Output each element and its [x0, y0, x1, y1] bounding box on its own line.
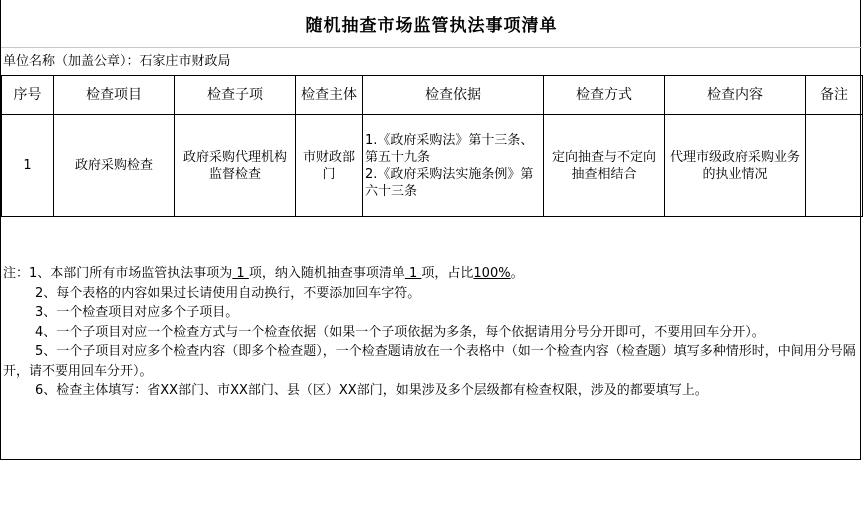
- header-content: 检查内容: [665, 76, 806, 115]
- header-item: 检查项目: [54, 76, 175, 115]
- header-no: 序号: [2, 76, 54, 115]
- header-subitem: 检查子项: [175, 76, 296, 115]
- note-1-count-random: 1: [404, 266, 422, 281]
- header-basis: 检查依据: [363, 76, 544, 115]
- basis-line-2: 2.《政府采购法实施条例》第六十三条: [365, 166, 534, 199]
- cell-content: 代理市级政府采购业务的执业情况: [665, 115, 806, 217]
- basis-line-1: 1.《政府采购法》第十三条、第五十九条: [365, 132, 534, 165]
- header-subject: 检查主体: [296, 76, 363, 115]
- cell-remark: [806, 115, 863, 217]
- header-remark: 备注: [806, 76, 863, 115]
- note-line-1: [3, 264, 859, 284]
- cell-subitem: 政府采购代理机构监督检查: [175, 115, 296, 217]
- cell-method: 定向抽查与不定向抽查相结合: [544, 115, 665, 217]
- note-1-text-d: 。: [510, 266, 524, 281]
- inspection-table: [1, 75, 863, 217]
- header-method: 检查方式: [544, 76, 665, 115]
- note-1-text-b: 项，纳入随机抽查事项清单: [248, 266, 405, 281]
- note-line-2: 2、每个表格的内容如果过长请使用自动换行，不要添加回车字符。: [35, 285, 421, 301]
- notes-section: [3, 264, 859, 401]
- note-line-5: 5、一个子项目对应多个检查内容（即多个检查题），一个检查题请放在一个表格中（如一个检查内容（检查题）填写多种情形时，中间用分号隔开，请不要用回车分开）。: [3, 344, 856, 379]
- note-line-4: 4、一个子项目对应一个检查方式与一个检查依据（如果一个子项依据为多条，每个依据请用分号分开即可，不要用回车分开）。: [35, 324, 765, 340]
- note-line-3: 3、一个检查项目对应多个子项目。: [35, 305, 239, 320]
- note-line-6: 6、检查主体填写：省XX部门、市XX部门、县（区）XX部门，如果涉及多个层级都有检查权限，涉及的都要填写上。: [35, 383, 708, 398]
- cell-item: 政府采购检查: [54, 115, 175, 217]
- table-row: [2, 115, 863, 217]
- page-title: 随机抽查市场监管执法事项清单: [1, 0, 862, 48]
- cell-basis: [363, 115, 544, 217]
- note-1-percent: 100%: [473, 266, 511, 281]
- unit-name-label: 单位名称（加盖公章）：石家庄市财政局: [3, 54, 231, 69]
- table-header-row: [2, 76, 863, 115]
- note-1-text-a: 注：1、本部门所有市场监管执法事项为: [3, 266, 233, 281]
- note-1-count-total: 1: [232, 266, 249, 281]
- note-1-text-c: 项，占比: [421, 266, 474, 281]
- cell-subject: 市财政部门: [296, 115, 363, 217]
- cell-no: 1: [2, 115, 54, 217]
